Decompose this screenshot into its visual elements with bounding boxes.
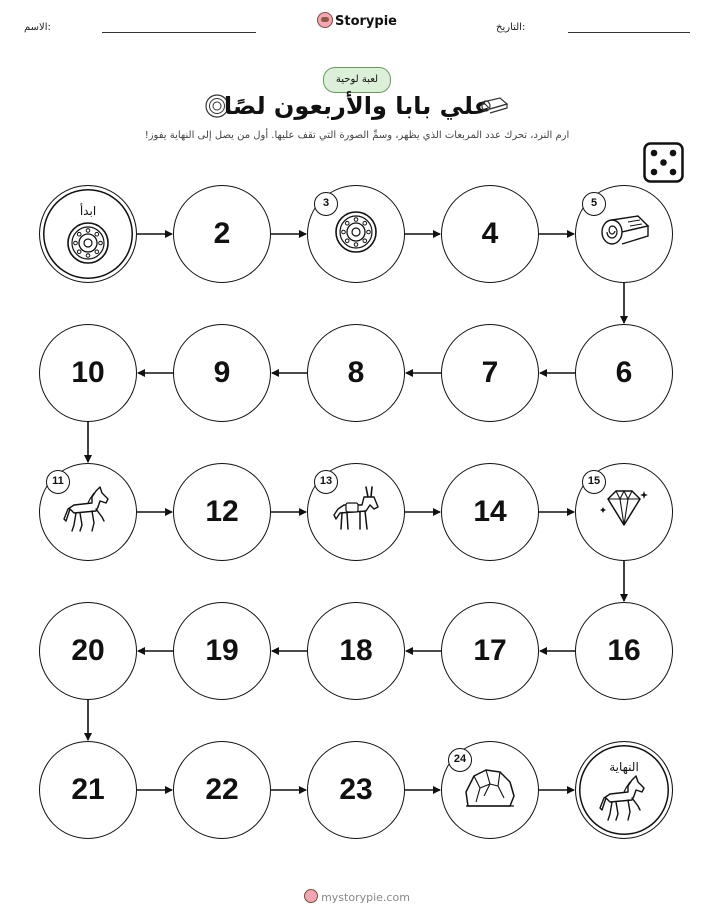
board-square[interactable] <box>307 185 405 283</box>
board-square[interactable] <box>39 324 137 422</box>
square-number: 9 <box>213 356 231 389</box>
board-square[interactable] <box>575 602 673 700</box>
board-square[interactable] <box>39 741 137 839</box>
square-number: 2 <box>213 217 231 250</box>
square-number: 4 <box>481 217 499 250</box>
page-title: علي بابا والأربعون لصًا <box>223 92 491 120</box>
square-number: 7 <box>481 356 499 389</box>
square-number: 20 <box>71 634 105 667</box>
date-label: التاريخ: <box>496 22 526 33</box>
board-square[interactable] <box>307 602 405 700</box>
instructions: ارم النرد، تحرك عدد المربعات الذي يظهر، وسمِّ الصورة التي تقف عليها. أول من يصل إلى النهاية يفوز! <box>144 130 570 141</box>
board-square[interactable] <box>39 602 137 700</box>
horse-icon <box>598 774 650 828</box>
square-number: 22 <box>205 773 239 806</box>
square-number: 18 <box>339 634 373 667</box>
board-square[interactable] <box>441 185 539 283</box>
square-number-tag: 13 <box>314 470 338 494</box>
footer-url[interactable]: mystorypie.com <box>321 891 410 904</box>
diamond-icon <box>598 489 650 535</box>
name-label: الاسم: <box>24 22 51 33</box>
board-square[interactable] <box>307 741 405 839</box>
gold-coin-icon <box>65 220 111 270</box>
square-number: 10 <box>71 356 105 389</box>
carpet-roll-icon <box>598 214 650 254</box>
square-number-tag: 15 <box>582 470 606 494</box>
square-number-tag: 24 <box>448 748 472 772</box>
square-number: 8 <box>347 356 365 389</box>
square-number: 17 <box>473 634 507 667</box>
square-number-tag: 11 <box>46 470 70 494</box>
horse-icon <box>62 485 114 539</box>
square-number: 6 <box>615 356 633 389</box>
square-number: 23 <box>339 773 373 806</box>
start-label: ابدأ <box>79 204 97 218</box>
start-square[interactable] <box>39 185 137 283</box>
board-square[interactable] <box>173 741 271 839</box>
footer <box>0 889 714 904</box>
board-square[interactable] <box>173 463 271 561</box>
board-square[interactable] <box>575 463 673 561</box>
board-square[interactable] <box>441 463 539 561</box>
board-square[interactable] <box>173 185 271 283</box>
gold-coin-icon <box>333 209 379 259</box>
board-square[interactable] <box>441 602 539 700</box>
board-square[interactable] <box>173 602 271 700</box>
rock-icon <box>462 766 518 814</box>
footer-logo-icon <box>304 889 318 903</box>
donkey-icon <box>330 485 382 539</box>
square-number: 21 <box>71 773 105 806</box>
square-number: 19 <box>205 634 239 667</box>
square-number: 16 <box>607 634 641 667</box>
board-square[interactable] <box>307 463 405 561</box>
board-square[interactable] <box>575 185 673 283</box>
board-square[interactable] <box>441 741 539 839</box>
square-number: 12 <box>205 495 239 528</box>
brand-name: Storypie <box>335 14 397 29</box>
board-square[interactable] <box>307 324 405 422</box>
finish-label: النهاية <box>609 760 639 774</box>
square-number-tag: 3 <box>314 192 338 216</box>
finish-square[interactable] <box>575 741 673 839</box>
board-square[interactable] <box>39 463 137 561</box>
board-square[interactable] <box>441 324 539 422</box>
game-type-badge: لعبة لوحية <box>323 67 391 93</box>
board-square[interactable] <box>575 324 673 422</box>
square-number: 14 <box>473 495 507 528</box>
square-number-tag: 5 <box>582 192 606 216</box>
board-square[interactable] <box>173 324 271 422</box>
